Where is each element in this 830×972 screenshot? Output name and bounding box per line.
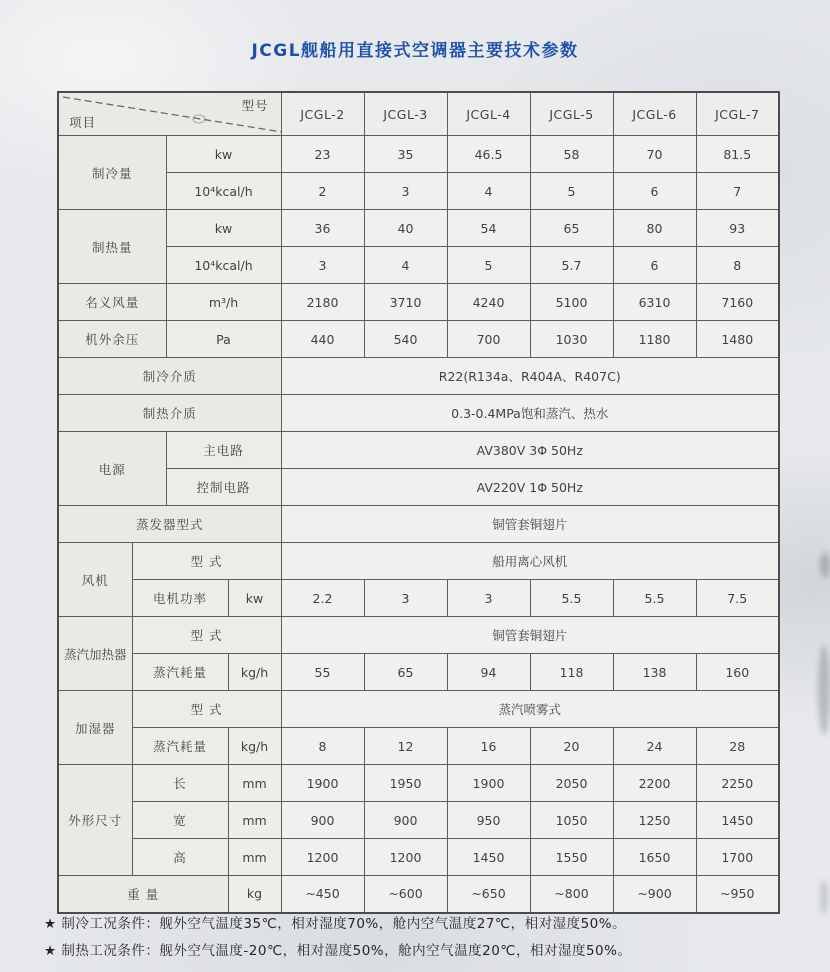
value-cell: 55 <box>281 654 364 691</box>
value-cell: 7.5 <box>696 580 779 617</box>
sub-label-humidifier-type: 型 式 <box>132 691 281 728</box>
value-cell: 5.5 <box>613 580 696 617</box>
value-cell: 12 <box>364 728 447 765</box>
unit-cell: mm <box>228 765 281 802</box>
value-cell: 5.5 <box>530 580 613 617</box>
model-header-cell: JCGL-2 <box>281 92 364 136</box>
value-cell: 3 <box>447 580 530 617</box>
page-title: JCGL舰船用直接式空调器主要技术参数 <box>251 41 579 61</box>
row-label-pressure: 机外余压 <box>58 321 166 358</box>
table-row <box>58 395 779 432</box>
table-row <box>58 173 779 210</box>
value-cell: 6 <box>613 173 696 210</box>
table-header-row <box>58 92 779 136</box>
sub-label-humidifier-consumption: 蒸汽耗量 <box>132 728 228 765</box>
model-header-cell: JCGL-4 <box>447 92 530 136</box>
table-row <box>58 617 779 654</box>
value-cell: 4 <box>447 173 530 210</box>
value-cell: 900 <box>281 802 364 839</box>
value-cell: 118 <box>530 654 613 691</box>
value-cell: 5 <box>447 247 530 284</box>
value-cell: 1950 <box>364 765 447 802</box>
value-cell: 24 <box>613 728 696 765</box>
corner-item-label: 项目 <box>69 115 97 130</box>
value-cell: 700 <box>447 321 530 358</box>
value-cell: 8 <box>696 247 779 284</box>
table-row <box>58 284 779 321</box>
row-label-fan: 风机 <box>58 543 132 617</box>
table-row <box>58 506 779 543</box>
value-cell: 1050 <box>530 802 613 839</box>
sub-label-fan-type: 型 式 <box>132 543 281 580</box>
value-cell: 54 <box>447 210 530 247</box>
table-row <box>58 876 779 913</box>
value-cell: 5 <box>530 173 613 210</box>
row-label-cooling: 制冷量 <box>58 136 166 210</box>
value-cell: 46.5 <box>447 136 530 173</box>
unit-cell: 10⁴kcal/h <box>166 247 281 284</box>
value-cell: 900 <box>364 802 447 839</box>
value-cell: 2180 <box>281 284 364 321</box>
sub-label-length: 长 <box>132 765 228 802</box>
value-cell: 8 <box>281 728 364 765</box>
spec-table <box>57 91 780 914</box>
row-label-heating: 制热量 <box>58 210 166 284</box>
value-cell: ~950 <box>696 876 779 913</box>
table-row <box>58 765 779 802</box>
value-cell: 1650 <box>613 839 696 876</box>
sub-label-motor-power: 电机功率 <box>132 580 228 617</box>
row-label-dimensions: 外形尺寸 <box>58 765 132 876</box>
scan-artifact <box>820 552 830 578</box>
row-label-weight: 重 量 <box>58 876 228 913</box>
footnote-heating-conditions: ★ 制热工况条件：舰外空气温度-20℃，相对湿度50%，舱内空气温度20℃，相对湿度50%。 <box>44 943 632 959</box>
value-cell: ~650 <box>447 876 530 913</box>
merged-value-cell: 铜管套铜翅片 <box>281 617 779 654</box>
merged-value-cell: 0.3-0.4MPa饱和蒸汽、热水 <box>281 395 779 432</box>
value-cell: 3710 <box>364 284 447 321</box>
value-cell: 7160 <box>696 284 779 321</box>
model-header-cell: JCGL-5 <box>530 92 613 136</box>
unit-cell: mm <box>228 839 281 876</box>
value-cell: 35 <box>364 136 447 173</box>
sub-label-main-circuit: 主电路 <box>166 432 281 469</box>
value-cell: 1450 <box>447 839 530 876</box>
unit-cell: kw <box>166 136 281 173</box>
sub-label-width: 宽 <box>132 802 228 839</box>
value-cell: 16 <box>447 728 530 765</box>
value-cell: 3 <box>281 247 364 284</box>
sub-label-control-circuit: 控制电路 <box>166 469 281 506</box>
value-cell: 1200 <box>364 839 447 876</box>
value-cell: 1900 <box>281 765 364 802</box>
value-cell: 5.7 <box>530 247 613 284</box>
sub-label-height: 高 <box>132 839 228 876</box>
value-cell: 1450 <box>696 802 779 839</box>
scan-artifact <box>820 880 828 914</box>
table-row <box>58 691 779 728</box>
row-label-evaporator: 蒸发器型式 <box>58 506 281 543</box>
value-cell: 7 <box>696 173 779 210</box>
value-cell: 2050 <box>530 765 613 802</box>
table-row <box>58 321 779 358</box>
row-label-refrigerant: 制冷介质 <box>58 358 281 395</box>
value-cell: 93 <box>696 210 779 247</box>
value-cell: 65 <box>530 210 613 247</box>
value-cell: ~900 <box>613 876 696 913</box>
value-cell: 2200 <box>613 765 696 802</box>
table-row <box>58 654 779 691</box>
value-cell: 540 <box>364 321 447 358</box>
merged-value-cell: 船用离心风机 <box>281 543 779 580</box>
model-header-cell: JCGL-6 <box>613 92 696 136</box>
value-cell: 65 <box>364 654 447 691</box>
table-row <box>58 543 779 580</box>
unit-cell: m³/h <box>166 284 281 321</box>
table-row <box>58 358 779 395</box>
value-cell: 1200 <box>281 839 364 876</box>
corner-cell <box>58 92 281 136</box>
value-cell: 40 <box>364 210 447 247</box>
value-cell: 2 <box>281 173 364 210</box>
value-cell: 6 <box>613 247 696 284</box>
unit-cell: kg <box>228 876 281 913</box>
value-cell: 80 <box>613 210 696 247</box>
value-cell: 138 <box>613 654 696 691</box>
value-cell: 1700 <box>696 839 779 876</box>
value-cell: 950 <box>447 802 530 839</box>
unit-cell: kg/h <box>228 654 281 691</box>
model-header-cell: JCGL-3 <box>364 92 447 136</box>
value-cell: 23 <box>281 136 364 173</box>
table-row <box>58 839 779 876</box>
value-cell: 440 <box>281 321 364 358</box>
value-cell: 81.5 <box>696 136 779 173</box>
merged-value-cell: AV220V 1Φ 50Hz <box>281 469 779 506</box>
value-cell: ~450 <box>281 876 364 913</box>
unit-cell: kg/h <box>228 728 281 765</box>
table-row <box>58 247 779 284</box>
table-row <box>58 432 779 469</box>
value-cell: 6310 <box>613 284 696 321</box>
unit-cell: mm <box>228 802 281 839</box>
footnote-cooling-conditions: ★ 制冷工况条件：舰外空气温度35℃，相对湿度70%，舱内空气温度27℃，相对湿度50%。 <box>44 916 627 932</box>
table-row <box>58 580 779 617</box>
unit-cell: kw <box>166 210 281 247</box>
row-label-steam-heater: 蒸汽加热器 <box>58 617 132 691</box>
value-cell: 1900 <box>447 765 530 802</box>
value-cell: 70 <box>613 136 696 173</box>
value-cell: ~800 <box>530 876 613 913</box>
table-row <box>58 136 779 173</box>
merged-value-cell: R22(R134a、R404A、R407C) <box>281 358 779 395</box>
value-cell: ~600 <box>364 876 447 913</box>
value-cell: 20 <box>530 728 613 765</box>
merged-value-cell: AV380V 3Φ 50Hz <box>281 432 779 469</box>
value-cell: 2.2 <box>281 580 364 617</box>
table-row <box>58 802 779 839</box>
value-cell: 4 <box>364 247 447 284</box>
value-cell: 3 <box>364 580 447 617</box>
scan-artifact <box>818 645 830 735</box>
merged-value-cell: 铜管套铜翅片 <box>281 506 779 543</box>
merged-value-cell: 蒸汽喷雾式 <box>281 691 779 728</box>
value-cell: 94 <box>447 654 530 691</box>
sub-label-steam-heater-type: 型 式 <box>132 617 281 654</box>
value-cell: 1250 <box>613 802 696 839</box>
value-cell: 3 <box>364 173 447 210</box>
value-cell: 4240 <box>447 284 530 321</box>
footnotes <box>44 912 631 966</box>
value-cell: 58 <box>530 136 613 173</box>
model-header-cell: JCGL-7 <box>696 92 779 136</box>
row-label-airflow: 名义风量 <box>58 284 166 321</box>
value-cell: 1550 <box>530 839 613 876</box>
table-row <box>58 210 779 247</box>
value-cell: 1180 <box>613 321 696 358</box>
table-row <box>58 728 779 765</box>
unit-cell: kw <box>228 580 281 617</box>
row-label-humidifier: 加湿器 <box>58 691 132 765</box>
corner-model-label: 型号 <box>241 98 269 113</box>
value-cell: 1480 <box>696 321 779 358</box>
value-cell: 2250 <box>696 765 779 802</box>
sub-label-steam-consumption: 蒸汽耗量 <box>132 654 228 691</box>
value-cell: 5100 <box>530 284 613 321</box>
row-label-heat-medium: 制热介质 <box>58 395 281 432</box>
row-label-power: 电源 <box>58 432 166 506</box>
unit-cell: 10⁴kcal/h <box>166 173 281 210</box>
value-cell: 1030 <box>530 321 613 358</box>
unit-cell: Pa <box>166 321 281 358</box>
table-row <box>58 469 779 506</box>
value-cell: 36 <box>281 210 364 247</box>
value-cell: 160 <box>696 654 779 691</box>
value-cell: 28 <box>696 728 779 765</box>
